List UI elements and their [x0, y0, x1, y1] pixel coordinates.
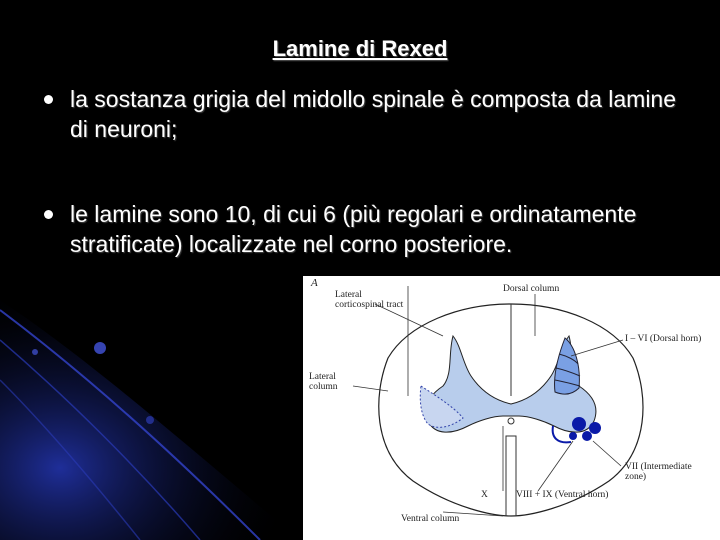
bullet-item — [44, 84, 684, 144]
central-canal — [508, 418, 514, 424]
motor-nucleus — [572, 417, 586, 431]
label-dorsal-horn: I – VI (Dorsal horn) — [625, 334, 702, 344]
label-lamina-x: X — [481, 490, 488, 500]
bullet-dot-icon — [44, 210, 53, 219]
motor-nucleus — [589, 422, 601, 434]
label-ventral-horn: VIII + IX (Ventral horn) — [516, 490, 609, 500]
slide-title: Lamine di Rexed — [272, 36, 448, 61]
bullet-item — [44, 199, 684, 259]
decorative-swirl — [0, 300, 300, 540]
panel-letter: A — [311, 277, 318, 289]
motor-nucleus — [582, 431, 592, 441]
bullet-text: la sostanza grigia del midollo spinale è composta da lamine di neuroni; — [70, 86, 677, 142]
spinal-cord-diagram — [303, 276, 720, 540]
spinal-cord-cross-section — [303, 276, 720, 540]
motor-nucleus — [569, 432, 577, 440]
label-lateral-corticospinal: Lateral corticospinal tract — [335, 290, 404, 310]
label-dorsal-column: Dorsal column — [503, 284, 560, 294]
bullet-dot-icon — [44, 95, 53, 104]
label-lateral-column: Lateral column — [309, 372, 338, 392]
bullet-text: le lamine sono 10, di cui 6 (più regolari e ordinatamente stratificate) localizzate nel corno posteriore. — [70, 201, 637, 257]
label-intermediate-zone: VII (Intermediate zone) — [625, 462, 692, 482]
label-ventral-column: Ventral column — [401, 514, 460, 524]
